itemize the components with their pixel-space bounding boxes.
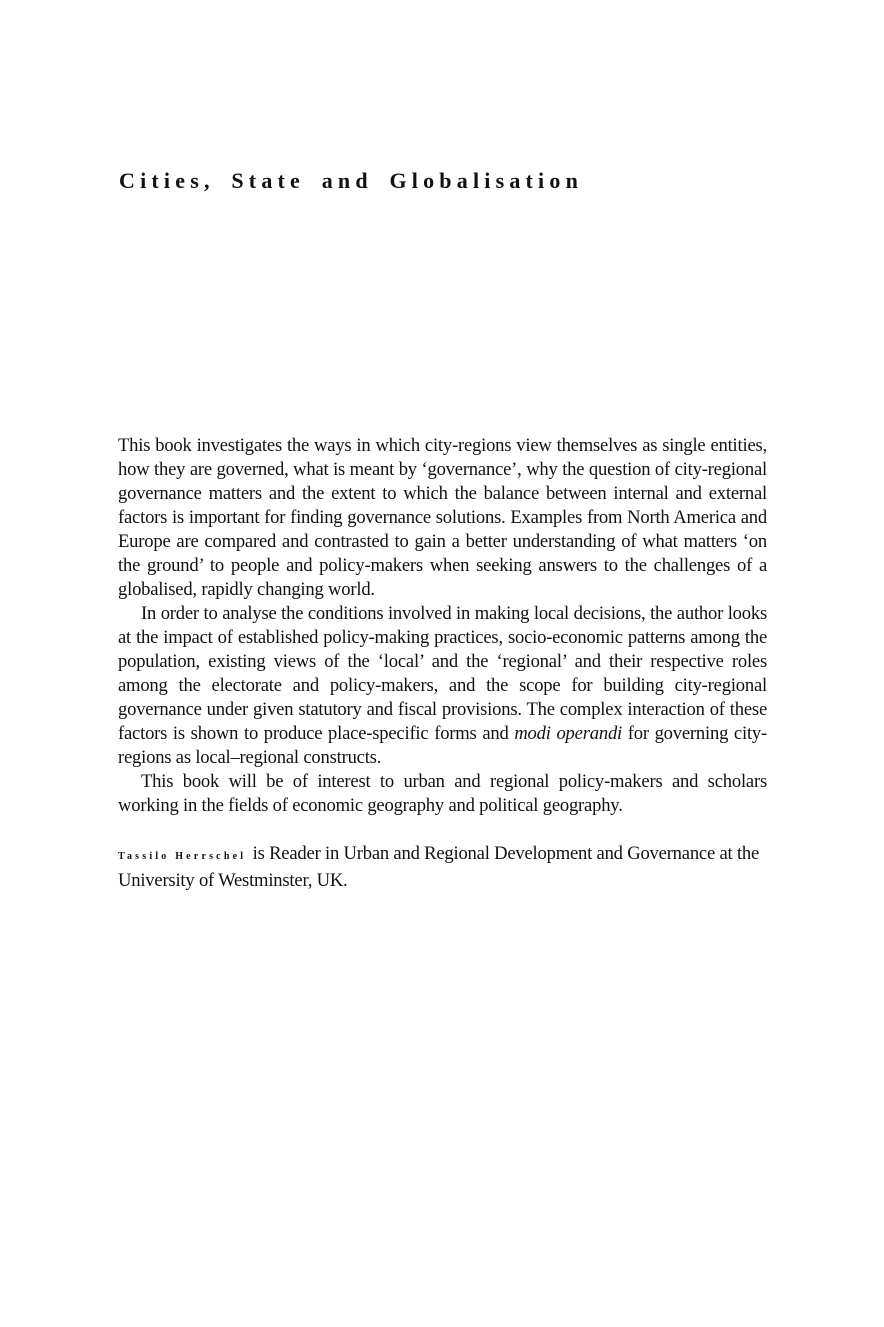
- author-description: is Reader in Urban and Regional Development and Governance at the University of Westminster, UK.: [118, 843, 760, 891]
- description-paragraph-3: This book will be of interest to urban and regional policy-makers and scholars working in the fields of economic geography and political geography.: [118, 771, 767, 816]
- paragraph-2-text-start: In order to analyse the conditions involved in making local decisions, the author looks at the impact of established policy-making practices, socio-economic patterns among the population, existing views of the ‘local’ and the ‘regional’ and their respective roles among the electorate and policy-makers, and the scope for building city-regional governance under given statutory and fiscal provisions. The complex interaction of these factors is shown to produce place-specific forms and: [118, 603, 767, 744]
- paragraph-2-text-end: for governing city-regions as local–regional constructs.: [118, 723, 768, 768]
- author-name: Tassilo Herrschel: [118, 851, 247, 862]
- book-title: Cities, State and Globalisation: [119, 168, 584, 193]
- book-description: [118, 434, 767, 818]
- author-bio: [118, 842, 767, 893]
- description-paragraph-1: This book investigates the ways in which city-regions view themselves as single entities, how they are governed, what is meant by ‘governance’, why the question of city-regional governance matters and the extent to which the balance between internal and external factors is important for finding governance solutions. Examples from North America and Europe are compared and contrasted to gain a better understanding of what matters ‘on the ground’ to people and policy-makers when seeking answers to the challenges of a globalised, rapidly changing world.: [118, 435, 767, 600]
- paragraph-2-italic-term: modi operandi: [514, 723, 623, 744]
- description-paragraph-2: [118, 602, 767, 770]
